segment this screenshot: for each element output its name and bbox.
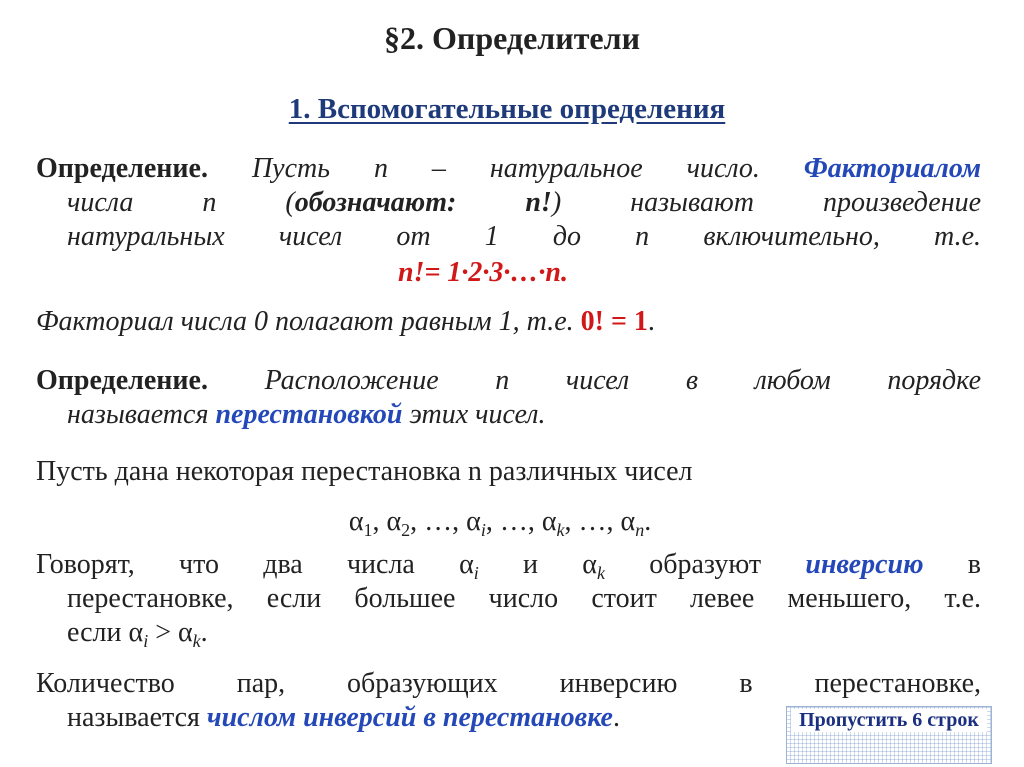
count-line1: Количество пар, образующих инверсию в перестановке, (36, 668, 981, 699)
inv-text-f: > α (148, 617, 193, 648)
zero-factorial-end: . (647, 306, 655, 337)
seq-index: k (556, 520, 565, 540)
skip-lines-button[interactable] (786, 706, 992, 764)
count-line2 (67, 701, 620, 735)
inv-text-c: образуют (649, 549, 762, 580)
def1-text2a: числа n ( (67, 187, 295, 218)
perm-sequence (300, 505, 700, 539)
def1-line2 (67, 186, 981, 220)
permutation-term: перестановкой (215, 399, 403, 430)
def1-text2c: ) называют произведение (551, 187, 982, 218)
perm-intro: Пусть дана некоторая перестановка n различных чисел (36, 456, 693, 487)
def2-text2b: этих чисел. (409, 399, 546, 430)
def2-line2 (67, 398, 545, 432)
def1-text1: Пусть n – натуральное число. (251, 153, 760, 184)
factorial-formula: n!= 1·2·3·…·n. (398, 257, 568, 288)
def2-label: Определение. (36, 365, 208, 396)
inversion-term: инверсию (805, 549, 924, 580)
zero-factorial-text: Факториал числа 0 полагают равным 1, т.е. (36, 306, 574, 337)
section-subtitle: 1. Вспомогательные определения (288, 93, 726, 125)
inv-index-k2: k (192, 631, 201, 651)
skip-lines-label: Пропустить 6 строк (791, 709, 987, 732)
def2-text1: Расположение n чисел в любом порядке (264, 365, 981, 396)
def1-line3: натуральных чисел от 1 до n включительно, т.е. (67, 221, 981, 252)
def1-label: Определение. (36, 153, 208, 184)
inversion-line2: перестановке, если большее число стоит левее меньшего, т.е. (67, 583, 981, 614)
inv-index-i: i (473, 563, 479, 583)
def1-notation: обозначают: n! (294, 187, 552, 218)
seq-index: i (480, 520, 486, 540)
inversion-line3 (67, 616, 208, 650)
seq-part: , …, α (485, 506, 557, 537)
inv-text-g: . (200, 617, 208, 648)
inv-text-e: если α (67, 617, 144, 648)
count-text-a: называется (67, 702, 200, 733)
factorial-term: Факториалом (803, 153, 981, 184)
inv-index-k: k (596, 563, 605, 583)
def2-text2a: называется (67, 399, 209, 430)
seq-part: α (348, 506, 364, 537)
inv-text-a: Говорят, что два числа α (36, 549, 474, 580)
seq-index: n (635, 520, 645, 540)
seq-index: 1 (363, 520, 373, 540)
def1-line1 (36, 152, 981, 186)
seq-part: , …, α (564, 506, 636, 537)
zero-factorial-line (36, 305, 655, 339)
inv-index-i2: i (143, 631, 149, 651)
count-text-b: . (612, 702, 620, 733)
seq-part: . (644, 506, 652, 537)
inversion-count-term: числом инверсий в перестановке (206, 702, 613, 733)
inv-text-d: в (967, 549, 982, 580)
slide-title: §2. Определители (384, 20, 640, 56)
def2-line1 (36, 364, 981, 398)
inv-text-b: и α (523, 549, 597, 580)
inversion-line1 (36, 548, 981, 582)
seq-part: , α (372, 506, 402, 537)
zero-factorial-formula: 0! = 1 (580, 306, 648, 337)
seq-part: , …, α (410, 506, 481, 537)
seq-index: 2 (401, 520, 411, 540)
